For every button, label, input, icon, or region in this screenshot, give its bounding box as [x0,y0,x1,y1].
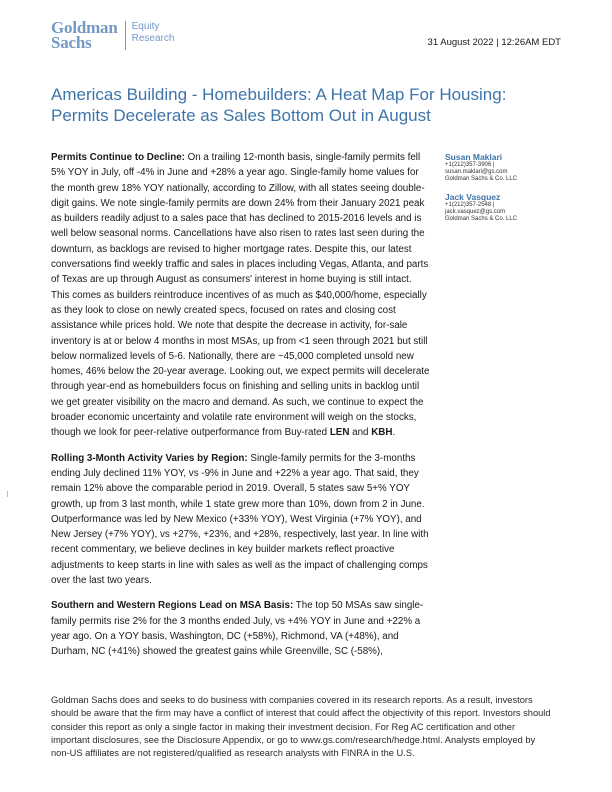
logo-wordmark: Goldman Sachs [51,18,118,52]
analyst-name: Jack Vasquez [445,191,501,202]
equity-research-label: Equity Research [131,21,175,44]
logo-divider [125,21,126,50]
report-title: Americas Building - Homebuilders: A Heat Map For Housing: Permits Decelerate as Sales Bottom Out in August [51,85,507,125]
paragraph-heading: Rolling 3-Month Activity Varies by Region: [51,452,248,464]
analyst-email[interactable]: susan.maklari@gs.com [445,169,508,176]
paragraph-heading: Southern and Western Regions Lead on MSA Basis: [51,600,294,612]
report-body [51,150,431,670]
ticker-len: LEN [329,427,350,439]
paragraph-text: The top 50 MSAs saw single-family permits rise 2% for the 3 months ended July, vs +4% YOY in June and +22% a year ago. On a YOY basis, Washington, DC (+58%), Richmond, VA (+48%), and Durham, NC (+41%) showed the greatest gains while Greenville, SC (-58%), [51,600,424,658]
disclosure-notice: Goldman Sachs does and seeks to do business with companies covered in its research reports. As a result, investors should be aware that the firm may have a conflict of interest that could affect the objectivity of this report. Investors should consider this report as only a single factor in making their investment decision. For Reg AC certification and other important disclosures, see the Disclosure Appendix, or go to www.gs.com/research/hedge.html. Analysts employed by non-US affiliates are not registered/qualified as research analysts with FINRA in the U.S. [51,695,551,759]
analyst-name: Susan Maklari [445,152,503,162]
paragraph-permits: Permits Continue to Decline: On a trailing 12-month basis, single-family permits fell 5% YOY in July, off -4% in June and +28% a year ago. Single-family home values for the month grew 18% YOY nationally, according to Zillow, with all states seeing double-digit gains. We note single-family permits are down 24% from their January 2021 peak as builders readily adjust to a sales pace that has declined to 2015-2016 levels and is well below seasonal norms. Cancellations have also risen to rates last seen during the downturn, as backlogs are revised to higher mortgage rates. Despite this, our latest conversations find weekly traffic and sales in places including Vegas, Atlanta, and parts of Texas are up through August as consumers' interest in home buying is still intact. This comes as builders reintroduce incentives of as much as $40,000/home, especially as they look to close on newly created specs, focused on rates and closing cost assistance while prices hold. We note that despite the decrease in activity, for-sale inventory is at or below 4 months in most MSAs, up from <1 seen through 2021 but still below normalized levels of 5-6. Nationally, there are ~45,000 completed unsold new homes, 46% below the 20-year average. Looking out, we expect permits will decelerate through year-end as homebuilders focus on finishing and selling units in backlog until we get greater visibility on the macro and demand. As such, we continue to expect the broader economic uncertainty and volatile rate environment will weigh on the stocks, though we look for peer-relative outperformance from Buy-rated LEN and KBH. [51,152,430,439]
paragraph-text: On a trailing 12-month basis, single-family permits fell 5% YOY in July, off -4% in June and +28% a year ago. Single-family home values for the month grew 18% YOY nationally, according to Zillow, with all states seeing double-digit gains. We note single-family permits are down 24% from their January 2021 peak as builders readily adjust to a sales pace that has declined to 2015-2016 levels and is well below seasonal norms. Cancellations have also risen to rates last seen during the downturn, as backlogs are revised to higher mortgage rates. Despite this, our latest conversations find weekly traffic and sales in places including Vegas, Atlanta, and parts of Texas are up through August as consumers' interest in home buying is still intact. This comes as builders reintroduce incentives of as much as $40,000/home, especially as they look to close on newly created specs, focused on rates and closing cost assistance while prices hold. We note that despite the decrease in activity, for-sale inventory is at or below 4 months in most MSAs, up from <1 seen through 2021 but still below normalized levels of 5-6. Nationally, there are ~45,000 completed unsold new homes, 46% below the 20-year average. Looking out, we expect permits will decelerate through year-end as homebuilders focus on finishing and selling units in backlog until we get greater visibility on the macro and demand. As such, we continue to expect the broader economic uncertainty and volatile rate environment will weigh on the stocks, though we look for peer-relative outperformance from Buy-rated [51,152,430,439]
margin-mark [7,491,8,497]
paragraph-text: Single-family permits for the 3-months ending July declined 11% YOY, vs -9% in June and +22% a year ago. That said, they remain 12% above the comparable period in 2019. Overall, 5 states saw 5+% YOY growth, up from 3 last month, while 1 state grew more than 10%, down from 2 in June. Outperformance was led by New Mexico (+33% YOY), West Virginia (+7% YOY), and New Jersey (+7% YOY), vs +27%, +23%, and +28%, respectively, last year. In line with recent commentary, we believe declines in key builder markets reflect proactive adjustments to keep starts in line with sales as well as the impact of challenging comps over the last two years. [51,452,429,587]
report-dateline: 31 August 2022 | 12:26AM EDT [427,37,561,48]
analyst-email[interactable]: jack.vasquez@gs.com [445,208,506,215]
paragraph-msa [51,598,431,659]
analyst-firm: Goldman Sachs & Co. LLC [445,176,518,183]
analyst-phone: +1(212)357-2548 | [445,201,495,208]
ticker-kbh: KBH [371,427,393,439]
analyst-card [445,152,565,184]
analyst-firm: Goldman Sachs & Co. LLC [445,216,518,223]
paragraph-heading: Permits Continue to Decline: [51,152,185,163]
analyst-phone: +1(212)357-3906 | [445,162,495,168]
analyst-card [445,192,565,224]
analyst-contacts [445,152,565,231]
paragraph-regional [51,451,431,589]
goldman-sachs-logo [51,20,174,50]
